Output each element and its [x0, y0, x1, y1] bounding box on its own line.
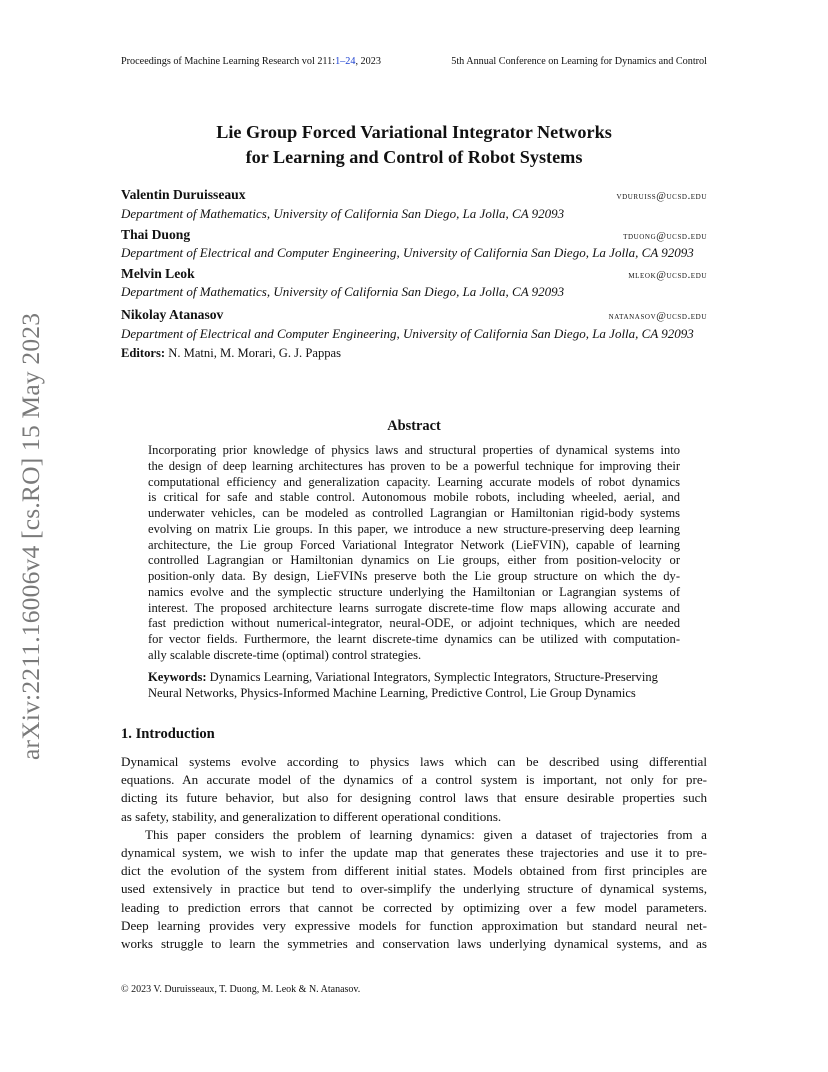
- author-name: Nikolay Atanasov: [121, 307, 224, 322]
- abstract-line: computational efficiency and generalization capacity. Learning accurate models of robot dynamics: [148, 474, 680, 489]
- author-email[interactable]: vduruiss@ucsd.edu: [616, 191, 707, 202]
- body-line: equations. An accurate model of the dynamics of a control system is important, not only for pre-: [121, 772, 707, 788]
- keywords-label: Keywords:: [148, 670, 207, 684]
- keywords: [148, 669, 693, 701]
- body-line: Dynamical systems evolve according to physics laws which can be described using differential: [121, 754, 707, 769]
- page-range-link[interactable]: 1–24: [335, 56, 356, 67]
- title-line-1: Lie Group Forced Variational Integrator Networks: [216, 122, 612, 142]
- proceedings-year: , 2023: [355, 56, 381, 67]
- author-email[interactable]: natanasov@ucsd.edu: [608, 311, 707, 322]
- body-line: as safety, stability, and generalization to different operational conditions.: [121, 808, 502, 824]
- abstract-line: the design of deep learning architectures has proven to be a powerful technique for improving their: [148, 458, 680, 473]
- author-affiliation: Department of Electrical and Computer Engineering, University of California San Diego, La Jolla, CA 92093: [121, 326, 694, 341]
- author-name: Thai Duong: [121, 227, 191, 242]
- abstract-line: ally scalable discrete-time (optimal) control strategies.: [148, 647, 422, 662]
- paper-title: [121, 120, 707, 170]
- running-head: [121, 56, 707, 67]
- abstract-heading: Abstract: [387, 418, 441, 434]
- copyright-footer: © 2023 V. Duruisseaux, T. Duong, M. Leok & N. Atanasov.: [121, 984, 361, 995]
- abstract-line: namics evolve and the symplectic structure underlying the Hamiltonian or Lagrangian systems of: [148, 584, 680, 599]
- body-line: dict the evolution of the system from different initial states. Models obtained from first principles are: [121, 863, 707, 879]
- body-line: leading to prediction errors that cannot be corrected by optimizing over a few model parameters.: [121, 899, 707, 915]
- body-line: This paper considers the problem of learning dynamics: given a dataset of trajectories from a: [145, 826, 707, 842]
- abstract-line: position-only data. By design, LieFVINs preserve both the Lie group structure on which the dy-: [148, 569, 680, 583]
- running-head-right: 5th Annual Conference on Learning for Dynamics and Control: [451, 56, 707, 67]
- abstract-line: Incorporating prior knowledge of physics laws and structural properties of dynamical systems into: [148, 443, 680, 457]
- abstract-line: architecture, the Lie group Forced Variational Integrator Network (LieFVIN), capable of learning: [148, 537, 680, 552]
- author-affiliation: Department of Electrical and Computer Engineering, University of California San Diego, La Jolla, CA 92093: [121, 245, 694, 260]
- title-line-2: for Learning and Control of Robot Systems: [245, 147, 583, 167]
- author-email[interactable]: tduong@ucsd.edu: [623, 231, 707, 242]
- keywords-text: Dynamics Learning, Variational Integrators, Symplectic Integrators, Structure-Preserving: [206, 670, 658, 684]
- abstract-body: [148, 443, 680, 664]
- body-line: dynamical system, we wish to infer the update map that generates these trajectories and use it to pre-: [121, 845, 707, 861]
- running-head-left: [121, 56, 381, 67]
- author-row-2: [121, 227, 707, 243]
- author-row-3: [121, 266, 707, 282]
- editors-line: [121, 346, 341, 361]
- body-line: Deep learning provides very expressive models for function approximation but standard neural net-: [121, 917, 707, 933]
- abstract-line: fast prediction without numerical-integrator, neural-ODE, or adjoint techniques, which are needed: [148, 616, 680, 631]
- abstract-line: evolving on matrix Lie groups. In this paper, we introduce a new structure-preserving deep learning: [148, 521, 680, 536]
- arxiv-identifier-stamp: arXiv:2211.16006v4 [cs.RO] 15 May 2023: [16, 312, 45, 760]
- section-heading: 1. Introduction: [121, 726, 215, 742]
- editors-label: Editors:: [121, 346, 166, 360]
- abstract-line: controlled Lagrangian or Hamiltonian dynamics on Lie groups, either from position-velocity or: [148, 553, 680, 568]
- abstract-line: for vector fields. Furthermore, the learnt discrete-time dynamics can be utilized with computation-: [148, 632, 680, 646]
- keywords-line-1: [148, 669, 693, 685]
- body-line: works struggle to learn the symmetries and conservation laws underlying dynamical systems, and as: [121, 936, 707, 952]
- body-line: dicting its future behavior, but also for designing control laws that ensure desirable properties such: [121, 790, 707, 806]
- introduction-body: [121, 753, 707, 953]
- abstract-line: interest. The proposed architecture learns surrogate discrete-time flow maps allowing accurate and: [148, 600, 680, 615]
- author-name: Melvin Leok: [121, 266, 195, 281]
- abstract-line: is critical for safe and stable control. Autonomous mobile robots, including wheeled, aerial, and: [148, 490, 680, 505]
- proceedings-label: Proceedings of Machine Learning Research vol 211:: [121, 56, 336, 67]
- author-affiliation: Department of Mathematics, University of California San Diego, La Jolla, CA 92093: [121, 284, 565, 299]
- keywords-line-2: Neural Networks, Physics-Informed Machine Learning, Predictive Control, Lie Group Dynamics: [148, 686, 636, 700]
- author-name: Valentin Duruisseaux: [121, 187, 246, 202]
- author-affiliation: Department of Mathematics, University of California San Diego, La Jolla, CA 92093: [121, 206, 565, 221]
- abstract-line: underwater vehicles, can be modeled as controlled Lagrangian or Hamiltonian rigid-body systems: [148, 506, 680, 520]
- editors-names: N. Matni, M. Morari, G. J. Pappas: [168, 346, 342, 360]
- author-row-1: [121, 187, 707, 203]
- body-line: used extensively in practice but tend to over-simplify the underlying structure of dynamical systems,: [121, 881, 707, 897]
- author-email[interactable]: mleok@ucsd.edu: [628, 270, 707, 281]
- author-row-4: [121, 307, 707, 323]
